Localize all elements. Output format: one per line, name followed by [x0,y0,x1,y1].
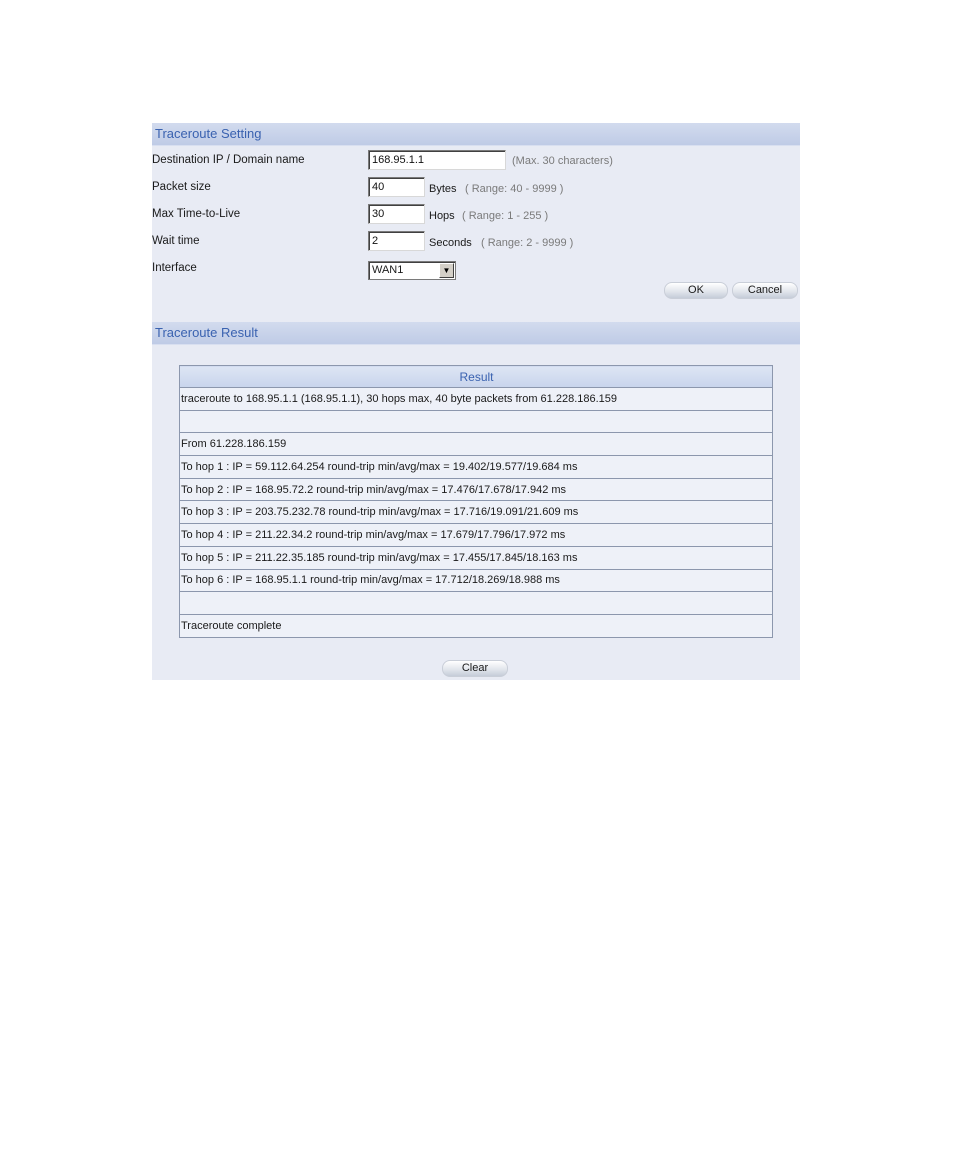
table-row [180,592,773,615]
table-row [180,501,773,524]
result-cell: To hop 2 : IP = 168.95.72.2 round-trip min/avg/max = 17.476/17.678/17.942 ms [180,478,773,501]
cancel-button[interactable]: Cancel [732,282,798,299]
result-cell: To hop 5 : IP = 211.22.35.185 round-trip min/avg/max = 17.455/17.845/18.163 ms [180,546,773,569]
destination-label: Destination IP / Domain name [152,154,305,166]
result-cell: To hop 1 : IP = 59.112.64.254 round-trip min/avg/max = 19.402/19.577/19.684 ms [180,456,773,479]
result-column-header: Result [180,366,773,388]
traceroute-panel [152,123,800,680]
result-cell [180,592,773,615]
destination-input[interactable] [368,150,506,170]
table-row [180,433,773,456]
result-cell: To hop 4 : IP = 211.22.34.2 round-trip min/avg/max = 17.679/17.796/17.972 ms [180,524,773,547]
result-cell: From 61.228.186.159 [180,433,773,456]
table-row [180,569,773,592]
result-cell [180,410,773,433]
table-row [180,388,773,411]
table-row [180,524,773,547]
traceroute-setting-header: Traceroute Setting [152,123,800,146]
packet-size-hint: ( Range: 40 - 9999 ) [465,183,564,195]
traceroute-result-header: Traceroute Result [152,322,800,345]
table-row [180,410,773,433]
chevron-down-icon[interactable]: ▼ [439,263,454,278]
ttl-input[interactable] [368,204,425,224]
ok-button[interactable]: OK [664,282,728,299]
result-table [179,365,773,638]
packet-size-label: Packet size [152,181,211,193]
table-row [180,456,773,479]
destination-hint: (Max. 30 characters) [512,155,613,167]
wait-time-hint: ( Range: 2 - 9999 ) [481,237,574,249]
wait-time-label: Wait time [152,235,200,247]
ttl-unit: Hops [429,210,455,222]
result-table-header-row [180,366,773,388]
clear-button[interactable]: Clear [442,660,508,677]
interface-value: WAN1 [372,264,404,276]
wait-time-input[interactable] [368,231,425,251]
result-cell: To hop 3 : IP = 203.75.232.78 round-trip min/avg/max = 17.716/19.091/21.609 ms [180,501,773,524]
result-cell: Traceroute complete [180,614,773,637]
packet-size-input[interactable] [368,177,425,197]
table-row [180,614,773,637]
table-row [180,478,773,501]
table-row [180,546,773,569]
ttl-hint: ( Range: 1 - 255 ) [462,210,549,222]
result-cell: traceroute to 168.95.1.1 (168.95.1.1), 30 hops max, 40 byte packets from 61.228.186.159 [180,388,773,411]
interface-select[interactable] [368,261,456,280]
result-cell: To hop 6 : IP = 168.95.1.1 round-trip min/avg/max = 17.712/18.269/18.988 ms [180,569,773,592]
wait-time-unit: Seconds [429,237,472,249]
interface-label: Interface [152,262,197,274]
ttl-label: Max Time-to-Live [152,208,241,220]
packet-size-unit: Bytes [429,183,457,195]
